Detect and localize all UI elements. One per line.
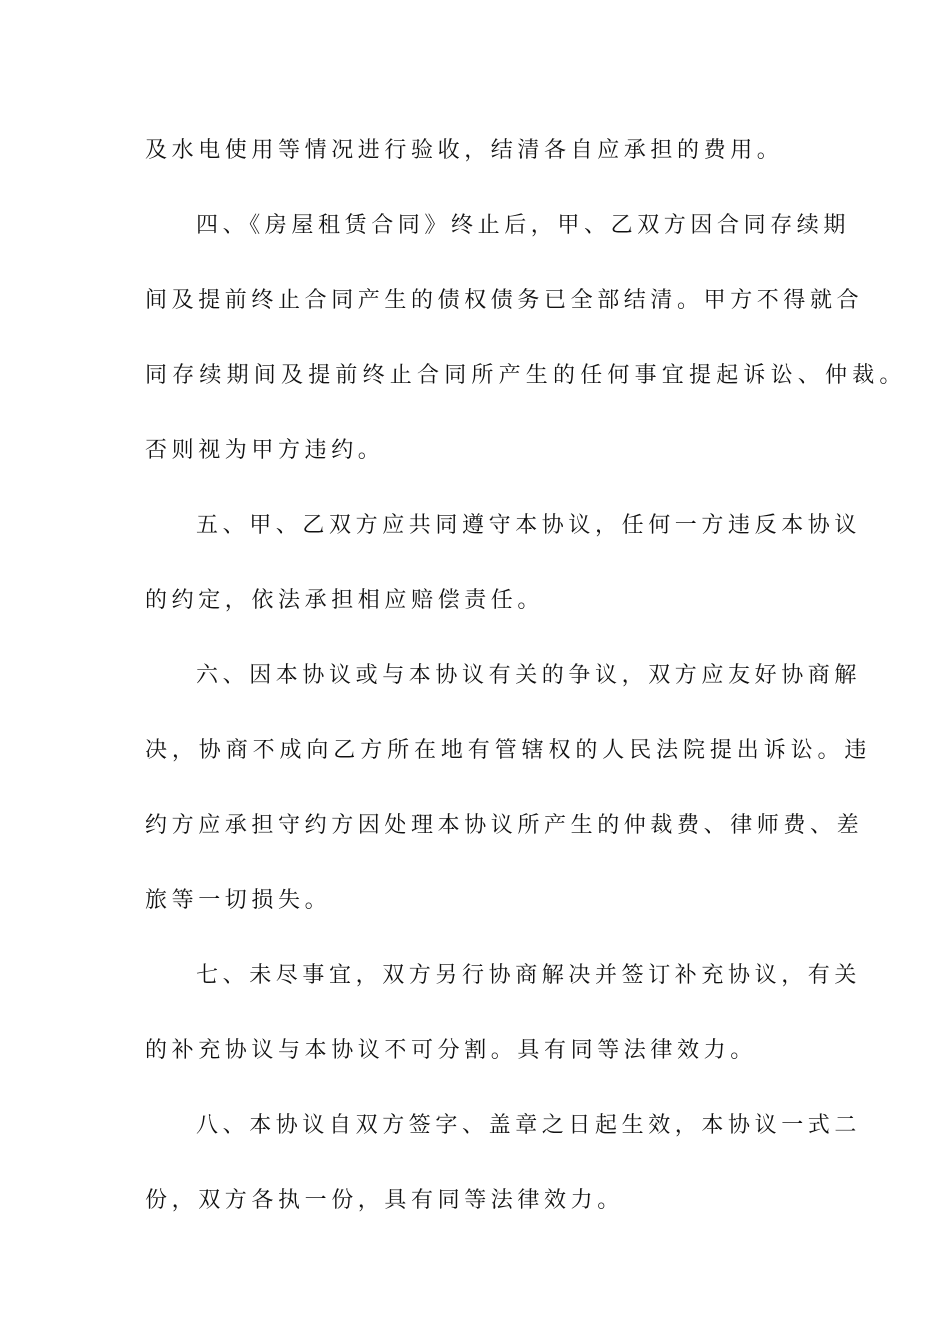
clause-4-line-2: 间及提前终止合同产生的债权债务已全部结清。甲方不得就合 [145,288,864,313]
clause-8-line-1: 八、本协议自双方签字、盖章之日起生效，本协议一式二 [196,1113,862,1138]
clause-6-line-3: 约方应承担守约方因处理本协议所产生的仲裁费、律师费、差 [145,813,864,838]
clause-4-line-4: 否则视为甲方违约。 [145,438,385,463]
clause-7-line-1: 七、未尽事宜，双方另行协商解决并签订补充协议，有关 [196,963,862,988]
clause-7-line-2: 的补充协议与本协议不可分割。具有同等法律效力。 [145,1038,757,1063]
paragraph-3-continuation-line: 及水电使用等情况进行验收，结清各自应承担的费用。 [145,138,784,163]
clause-5-line-1: 五、甲、乙双方应共同遵守本协议，任何一方违反本协议 [196,513,862,538]
clause-5-line-2: 的约定，依法承担相应赔偿责任。 [145,588,545,613]
clause-4-line-1: 四、《房屋租赁合同》终止后，甲、乙双方因合同存续期 [196,213,851,238]
clause-6-line-2: 决，协商不成向乙方所在地有管辖权的人民法院提出诉讼。违 [145,738,872,763]
clause-8-line-2: 份，双方各执一份，具有同等法律效力。 [145,1188,624,1213]
clause-6-line-1: 六、因本协议或与本协议有关的争议，双方应友好协商解 [196,663,862,688]
clause-4-line-3: 同存续期间及提前终止合同所产生的任何事宜提起诉讼、仲裁。 [145,363,907,388]
clause-6-line-4: 旅等一切损失。 [145,888,332,913]
